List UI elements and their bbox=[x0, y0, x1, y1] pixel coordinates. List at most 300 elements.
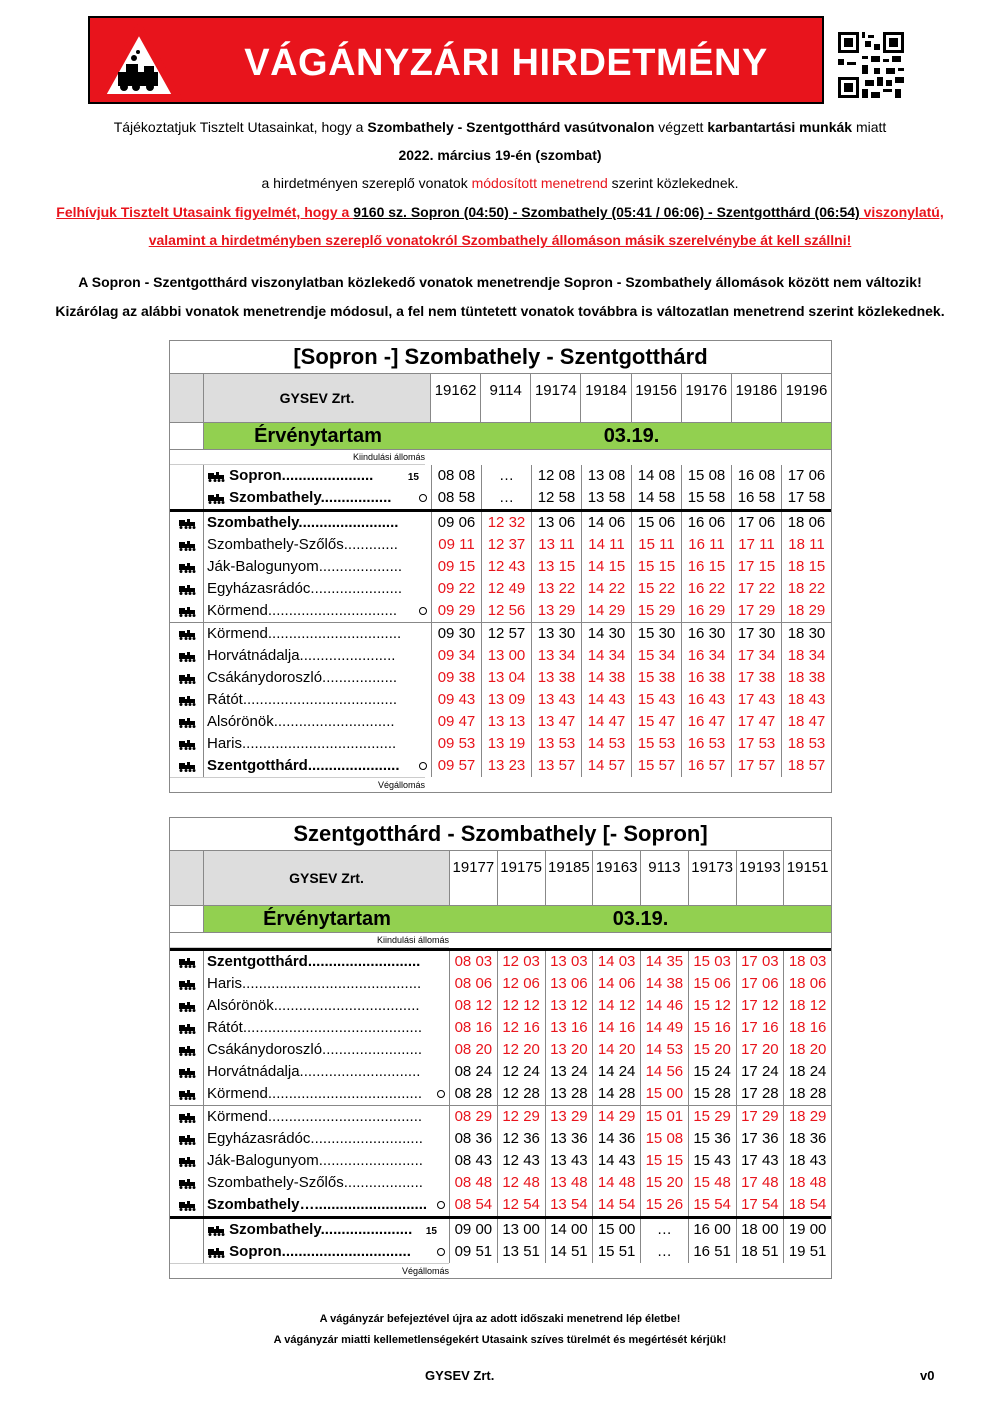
time-cell: 14 08 bbox=[632, 465, 682, 487]
table-row bbox=[170, 622, 831, 645]
time-cell: 12 37 bbox=[482, 534, 532, 556]
time-cell: 13 13 bbox=[482, 711, 532, 733]
time-cell: 17 29 bbox=[737, 1106, 785, 1128]
station-name: Szombathely-Szőlős............. bbox=[204, 534, 432, 556]
time-cell: 08 16 bbox=[450, 1017, 498, 1039]
stop-marker-icon bbox=[419, 762, 427, 770]
time-cell: 16 47 bbox=[682, 711, 732, 733]
time-cell: 14 24 bbox=[593, 1061, 641, 1083]
train-icon bbox=[170, 689, 204, 711]
station-name: Körmend..................................... bbox=[204, 1083, 450, 1105]
time-cell: 12 28 bbox=[498, 1083, 546, 1105]
station-name: Ják-Balogunyom.................... bbox=[204, 556, 432, 578]
time-cell: 18 24 bbox=[788, 1063, 827, 1080]
train-icon bbox=[170, 600, 204, 622]
station-name: Ják-Balogunyom......................... bbox=[204, 1150, 450, 1172]
table-row bbox=[170, 1128, 831, 1150]
pre-rows bbox=[170, 465, 831, 509]
time-cell: 16 00 bbox=[689, 1219, 737, 1241]
time-cell: 13 57 bbox=[532, 755, 582, 777]
train-number: 19185 bbox=[546, 851, 594, 905]
table-row bbox=[170, 733, 831, 755]
time-cell: 09 29 bbox=[432, 600, 482, 622]
footer-note-1: A vágányzár befejeztével újra az adott időszaki menetrend lép életbe! bbox=[319, 1313, 681, 1325]
train-number: 19156 bbox=[632, 374, 682, 422]
time-cell: 12 12 bbox=[498, 995, 546, 1017]
table-row bbox=[170, 711, 831, 733]
time-cell: 14 53 bbox=[641, 1039, 689, 1061]
station-name: Szombathely...................... 15 bbox=[204, 1219, 450, 1241]
train-icon bbox=[170, 487, 204, 509]
time-cell: 08 03 bbox=[450, 951, 498, 973]
time-cell: 15 11 bbox=[632, 534, 682, 556]
time-cell: 09 34 bbox=[432, 645, 482, 667]
time-cell: 17 58 bbox=[787, 489, 826, 506]
time-cell: 17 03 bbox=[737, 951, 785, 973]
time-cell: 08 54 bbox=[450, 1194, 498, 1216]
train-number: 9114 bbox=[481, 374, 531, 422]
table-row bbox=[170, 1061, 831, 1083]
train-number: 19193 bbox=[737, 851, 785, 905]
time-cell: 17 34 bbox=[732, 645, 782, 667]
time-cell: 14 43 bbox=[593, 1150, 641, 1172]
time-cell: 13 36 bbox=[546, 1128, 594, 1150]
train-number: 19196 bbox=[785, 382, 828, 399]
time-cell: 18 15 bbox=[787, 558, 826, 575]
time-cell: 12 48 bbox=[498, 1172, 546, 1194]
time-cell: 18 06 bbox=[788, 975, 827, 992]
rows bbox=[170, 948, 831, 1216]
station-name: Haris........................................... bbox=[204, 973, 450, 995]
time-cell: 08 58 bbox=[432, 487, 482, 509]
time-cell: 12 03 bbox=[498, 951, 546, 973]
time-cell: 13 29 bbox=[546, 1106, 594, 1128]
time-cell: 13 19 bbox=[482, 733, 532, 755]
time-cell: 13 20 bbox=[546, 1039, 594, 1061]
station-name: Szombathely................. bbox=[204, 487, 432, 509]
time-cell: 13 53 bbox=[532, 733, 582, 755]
time-cell: 08 29 bbox=[450, 1106, 498, 1128]
post-rows bbox=[170, 1216, 831, 1263]
time-cell: 09 15 bbox=[432, 556, 482, 578]
time-cell: 08 12 bbox=[450, 995, 498, 1017]
time-cell: 15 48 bbox=[689, 1172, 737, 1194]
time-cell: 16 43 bbox=[682, 689, 732, 711]
footer-company: GYSEV Zrt. bbox=[425, 1368, 495, 1383]
time-cell: 14 00 bbox=[546, 1219, 594, 1241]
time-cell: 17 29 bbox=[732, 600, 782, 622]
time-cell: 15 47 bbox=[632, 711, 682, 733]
station-name: Egyházasrádóc...................... bbox=[204, 578, 432, 600]
time-cell: 18 34 bbox=[787, 647, 826, 664]
time-cell: 18 29 bbox=[788, 1108, 827, 1125]
end-station-label: Végállomás bbox=[170, 777, 425, 792]
station-name: Sopron...................... 15 bbox=[204, 465, 432, 487]
time-cell: 18 28 bbox=[788, 1085, 827, 1102]
table-row bbox=[170, 1017, 831, 1039]
station-name: Körmend............................... bbox=[204, 600, 432, 622]
time-cell: 14 51 bbox=[546, 1241, 594, 1263]
time-cell: 17 06 bbox=[737, 973, 785, 995]
train-icon bbox=[170, 1150, 204, 1172]
train-icon bbox=[170, 951, 204, 973]
train-number: 19186 bbox=[732, 374, 782, 422]
intro-note-2: Kizárólag az alábbi vonatok menetrendje módosul, a fel nem tüntetett vonatok továbbra is változatlan menetrend szerint közlekednek. bbox=[55, 303, 945, 319]
time-cell: 09 06 bbox=[432, 512, 482, 534]
train-icon bbox=[170, 1194, 204, 1216]
time-cell: 12 08 bbox=[532, 465, 582, 487]
train-icon bbox=[170, 1039, 204, 1061]
time-cell: 14 34 bbox=[582, 645, 632, 667]
table-row bbox=[170, 578, 831, 600]
time-cell: 14 38 bbox=[582, 667, 632, 689]
time-cell: 13 09 bbox=[482, 689, 532, 711]
train-number: 19162 bbox=[431, 374, 481, 422]
train-number: 19174 bbox=[531, 374, 581, 422]
table-row bbox=[170, 600, 831, 622]
time-cell: 17 36 bbox=[737, 1128, 785, 1150]
time-cell: 12 36 bbox=[498, 1128, 546, 1150]
time-cell: 09 22 bbox=[432, 578, 482, 600]
table-title: [Sopron -] Szombathely - Szentgotthárd bbox=[170, 341, 831, 374]
time-cell: 16 06 bbox=[682, 512, 732, 534]
time-cell: 15 29 bbox=[632, 600, 682, 622]
time-cell: 17 48 bbox=[737, 1172, 785, 1194]
time-cell: 15 43 bbox=[632, 689, 682, 711]
time-cell: 13 38 bbox=[532, 667, 582, 689]
train-icon bbox=[207, 489, 229, 506]
time-cell: 18 43 bbox=[787, 691, 826, 708]
footnote-marker: 15 bbox=[425, 1226, 437, 1237]
time-cell: 17 53 bbox=[732, 733, 782, 755]
time-cell: 17 57 bbox=[732, 755, 782, 777]
time-cell: 09 38 bbox=[432, 667, 482, 689]
time-cell: 12 57 bbox=[482, 623, 532, 645]
time-cell: 09 53 bbox=[432, 733, 482, 755]
time-cell: 15 15 bbox=[641, 1150, 689, 1172]
table-row bbox=[170, 995, 831, 1017]
time-cell: 15 03 bbox=[689, 951, 737, 973]
time-cell: 13 24 bbox=[546, 1061, 594, 1083]
train-icon bbox=[170, 711, 204, 733]
station-name: Alsórönök............................. bbox=[204, 711, 432, 733]
time-cell: 17 43 bbox=[737, 1150, 785, 1172]
table-row bbox=[170, 1105, 831, 1128]
table-row bbox=[170, 1039, 831, 1061]
time-cell: 16 34 bbox=[682, 645, 732, 667]
time-cell: 14 30 bbox=[582, 623, 632, 645]
station-name: Körmend..................................... bbox=[204, 1106, 450, 1128]
time-cell: 17 20 bbox=[737, 1039, 785, 1061]
time-cell: 14 16 bbox=[593, 1017, 641, 1039]
train-icon bbox=[170, 733, 204, 755]
time-cell: 08 48 bbox=[450, 1172, 498, 1194]
validity-row bbox=[170, 423, 831, 450]
time-cell: 18 00 bbox=[737, 1219, 785, 1241]
time-cell: 17 15 bbox=[732, 556, 782, 578]
time-cell: 13 43 bbox=[532, 689, 582, 711]
station-name: Egyházasrádóc........................... bbox=[204, 1128, 450, 1150]
time-cell: 17 12 bbox=[737, 995, 785, 1017]
time-cell: 15 22 bbox=[632, 578, 682, 600]
time-cell: 14 20 bbox=[593, 1039, 641, 1061]
station-name: Körmend................................ bbox=[204, 623, 432, 645]
stop-marker-icon bbox=[419, 607, 427, 615]
station-name: Sopron............................... bbox=[204, 1241, 450, 1263]
stop-marker-icon bbox=[419, 494, 427, 502]
time-cell: 16 58 bbox=[732, 487, 782, 509]
time-cell: 13 48 bbox=[546, 1172, 594, 1194]
time-cell: 15 20 bbox=[641, 1172, 689, 1194]
time-cell: 15 38 bbox=[632, 667, 682, 689]
operator-label: GYSEV Zrt. bbox=[204, 374, 431, 422]
time-cell: 14 43 bbox=[582, 689, 632, 711]
time-cell: 13 51 bbox=[498, 1241, 546, 1263]
time-cell: 14 38 bbox=[641, 973, 689, 995]
table-row bbox=[170, 1194, 831, 1216]
time-cell: 09 00 bbox=[450, 1219, 498, 1241]
train-icon bbox=[170, 1241, 204, 1263]
rows bbox=[170, 509, 831, 777]
station-name: Szentgotthárd........................... bbox=[204, 951, 450, 973]
train-icon bbox=[207, 1221, 229, 1238]
time-cell: 13 22 bbox=[532, 578, 582, 600]
time-cell: 15 53 bbox=[632, 733, 682, 755]
table-row bbox=[170, 689, 831, 711]
train-number: 19173 bbox=[689, 851, 737, 905]
time-cell: 18 54 bbox=[788, 1196, 827, 1213]
time-cell: 08 28 bbox=[450, 1083, 498, 1105]
time-cell: 13 54 bbox=[546, 1194, 594, 1216]
train-icon bbox=[170, 755, 204, 777]
train-icon bbox=[170, 578, 204, 600]
time-cell: 13 11 bbox=[532, 534, 582, 556]
time-cell: 13 16 bbox=[546, 1017, 594, 1039]
timetable-outbound bbox=[169, 340, 832, 793]
time-cell: 13 58 bbox=[582, 487, 632, 509]
station-name: Szombathely........................ bbox=[204, 512, 432, 534]
time-cell: 14 12 bbox=[593, 995, 641, 1017]
time-cell: 18 16 bbox=[788, 1019, 827, 1036]
operator-label: GYSEV Zrt. bbox=[204, 851, 450, 905]
train-icon bbox=[170, 1128, 204, 1150]
train-icon bbox=[170, 645, 204, 667]
time-cell: 15 00 bbox=[641, 1083, 689, 1105]
station-name: Csákánydoroszló.................. bbox=[204, 667, 432, 689]
time-cell: 15 58 bbox=[682, 487, 732, 509]
time-cell: 14 57 bbox=[582, 755, 632, 777]
time-cell: 13 23 bbox=[482, 755, 532, 777]
time-cell: 15 06 bbox=[689, 973, 737, 995]
intro-warning-2: valamint a hirdetményben szereplő vonatokról Szombathely állomáson másik szerelvénybe át kell szállni! bbox=[148, 232, 852, 248]
train-number: 19175 bbox=[498, 851, 546, 905]
time-cell: … bbox=[641, 1219, 689, 1241]
validity-label: Érvénytartam bbox=[263, 908, 391, 930]
train-icon bbox=[170, 1061, 204, 1083]
time-cell: 16 15 bbox=[682, 556, 732, 578]
time-cell: 12 06 bbox=[498, 973, 546, 995]
time-cell: 18 53 bbox=[787, 735, 826, 752]
time-cell: 13 12 bbox=[546, 995, 594, 1017]
time-cell: 13 29 bbox=[532, 600, 582, 622]
time-cell: 16 29 bbox=[682, 600, 732, 622]
time-cell: 12 16 bbox=[498, 1017, 546, 1039]
time-cell: 09 51 bbox=[450, 1241, 498, 1263]
intro-date: 2022. március 19-én (szombat) bbox=[398, 147, 602, 163]
time-cell: 15 43 bbox=[689, 1150, 737, 1172]
time-cell: 13 30 bbox=[532, 623, 582, 645]
time-cell: 18 12 bbox=[788, 997, 827, 1014]
time-cell: 16 51 bbox=[689, 1241, 737, 1263]
time-cell: 17 30 bbox=[732, 623, 782, 645]
time-cell: 15 12 bbox=[689, 995, 737, 1017]
time-cell: 12 56 bbox=[482, 600, 532, 622]
time-cell: 15 26 bbox=[641, 1194, 689, 1216]
time-cell: 08 24 bbox=[450, 1061, 498, 1083]
start-station-label: Kiindulási állomás bbox=[170, 933, 449, 948]
station-name: Horvátnádalja....................... bbox=[204, 645, 432, 667]
time-cell: … bbox=[641, 1241, 689, 1263]
time-cell: 18 48 bbox=[788, 1174, 827, 1191]
station-name: Szombathely…........................... bbox=[204, 1194, 450, 1216]
validity-date: 03.19. bbox=[612, 908, 669, 930]
end-station-label: Végállomás bbox=[170, 1263, 449, 1278]
time-cell: 08 36 bbox=[450, 1128, 498, 1150]
time-cell: 12 43 bbox=[482, 556, 532, 578]
time-cell: 12 20 bbox=[498, 1039, 546, 1061]
validity-label: Érvénytartam bbox=[254, 425, 382, 447]
time-cell: 13 03 bbox=[546, 951, 594, 973]
time-cell: 12 54 bbox=[498, 1194, 546, 1216]
time-cell: 16 30 bbox=[682, 623, 732, 645]
time-cell: 15 00 bbox=[593, 1219, 641, 1241]
footnote-marker: 15 bbox=[407, 472, 419, 483]
table-row bbox=[170, 556, 831, 578]
time-cell: 12 29 bbox=[498, 1106, 546, 1128]
time-cell: 17 16 bbox=[737, 1017, 785, 1039]
time-cell: 12 32 bbox=[482, 512, 532, 534]
time-cell: 18 43 bbox=[788, 1152, 827, 1169]
train-icon bbox=[207, 467, 229, 484]
time-cell: 12 49 bbox=[482, 578, 532, 600]
train-icon bbox=[170, 667, 204, 689]
time-cell: 13 43 bbox=[546, 1150, 594, 1172]
time-cell: 15 34 bbox=[632, 645, 682, 667]
intro-note-1: A Sopron - Szentgotthárd viszonylatban közlekedő vonatok menetrendje Sopron - Szombathely állomások között nem változik! bbox=[78, 274, 922, 290]
train-icon bbox=[170, 1106, 204, 1128]
intro-line-3: a hirdetményen szereplő vonatok módosított menetrend szerint közlekednek. bbox=[261, 175, 739, 191]
time-cell: 13 28 bbox=[546, 1083, 594, 1105]
page-title: VÁGÁNYZÁRI HIRDETMÉNY bbox=[244, 42, 768, 84]
time-cell: 15 30 bbox=[632, 623, 682, 645]
time-cell: 17 28 bbox=[737, 1083, 785, 1105]
time-cell: 19 00 bbox=[788, 1221, 827, 1238]
time-cell: 17 06 bbox=[732, 512, 782, 534]
train-number: 19184 bbox=[581, 374, 631, 422]
time-cell: 12 58 bbox=[532, 487, 582, 509]
table-row bbox=[170, 1216, 831, 1241]
time-cell: 14 46 bbox=[641, 995, 689, 1017]
train-icon bbox=[170, 534, 204, 556]
intro-line-1: Tájékoztatjuk Tisztelt Utasainkat, hogy a Szombathely - Szentgotthárd vasútvonalon végzett karbantartási munkák miatt bbox=[113, 119, 887, 135]
time-cell: 16 11 bbox=[682, 534, 732, 556]
time-cell: 15 01 bbox=[641, 1106, 689, 1128]
station-name: Szombathely-Szőlős................... bbox=[204, 1172, 450, 1194]
time-cell: 16 53 bbox=[682, 733, 732, 755]
timetable-return bbox=[169, 817, 832, 1279]
time-cell: 18 29 bbox=[787, 602, 826, 619]
train-number-header bbox=[170, 374, 831, 423]
time-cell: 14 48 bbox=[593, 1172, 641, 1194]
railway-warning-sign-icon bbox=[96, 24, 182, 102]
time-cell: 08 20 bbox=[450, 1039, 498, 1061]
time-cell: 16 38 bbox=[682, 667, 732, 689]
train-number-header bbox=[170, 851, 831, 906]
time-cell: 15 54 bbox=[689, 1194, 737, 1216]
time-cell: 08 43 bbox=[450, 1150, 498, 1172]
header-banner bbox=[88, 16, 824, 104]
time-cell: 18 22 bbox=[787, 580, 826, 597]
time-cell: 16 22 bbox=[682, 578, 732, 600]
time-cell: 16 08 bbox=[732, 465, 782, 487]
table-row bbox=[170, 645, 831, 667]
time-cell: 09 57 bbox=[432, 755, 482, 777]
train-number: 9113 bbox=[641, 851, 689, 905]
time-cell: 15 36 bbox=[689, 1128, 737, 1150]
time-cell: 15 08 bbox=[641, 1128, 689, 1150]
station-name: Rátót........................................... bbox=[204, 1017, 450, 1039]
time-cell: 14 06 bbox=[582, 512, 632, 534]
time-cell: 13 04 bbox=[482, 667, 532, 689]
time-cell: 13 06 bbox=[532, 512, 582, 534]
time-cell: 18 38 bbox=[787, 669, 826, 686]
time-cell: 14 53 bbox=[582, 733, 632, 755]
time-cell: 17 54 bbox=[737, 1194, 785, 1216]
qr-code-icon bbox=[838, 32, 904, 98]
time-cell: 14 36 bbox=[593, 1128, 641, 1150]
time-cell: 17 24 bbox=[737, 1061, 785, 1083]
train-number: 19176 bbox=[682, 374, 732, 422]
station-name: Haris..................................... bbox=[204, 733, 432, 755]
time-cell: 18 11 bbox=[788, 536, 825, 553]
station-name: Horvátnádalja............................. bbox=[204, 1061, 450, 1083]
table-row bbox=[170, 667, 831, 689]
time-cell: … bbox=[482, 487, 532, 509]
time-cell: … bbox=[482, 465, 532, 487]
table-title: Szentgotthárd - Szombathely [- Sopron] bbox=[170, 818, 831, 851]
time-cell: 17 38 bbox=[732, 667, 782, 689]
time-cell: 12 43 bbox=[498, 1150, 546, 1172]
time-cell: 17 11 bbox=[732, 534, 782, 556]
time-cell: 09 43 bbox=[432, 689, 482, 711]
time-cell: 08 06 bbox=[450, 973, 498, 995]
train-icon bbox=[170, 556, 204, 578]
time-cell: 14 29 bbox=[593, 1106, 641, 1128]
time-cell: 14 56 bbox=[641, 1061, 689, 1083]
time-cell: 15 24 bbox=[689, 1061, 737, 1083]
train-icon bbox=[170, 1219, 204, 1241]
table-row bbox=[170, 509, 831, 534]
train-number: 19151 bbox=[786, 859, 829, 876]
time-cell: 17 47 bbox=[732, 711, 782, 733]
time-cell: 18 30 bbox=[787, 625, 826, 642]
time-cell: 14 15 bbox=[582, 556, 632, 578]
time-cell: 18 47 bbox=[787, 713, 826, 730]
time-cell: 13 34 bbox=[532, 645, 582, 667]
start-station-label: Kiindulási állomás bbox=[170, 450, 425, 465]
time-cell: 14 49 bbox=[641, 1017, 689, 1039]
footer-version: v0 bbox=[920, 1368, 935, 1383]
